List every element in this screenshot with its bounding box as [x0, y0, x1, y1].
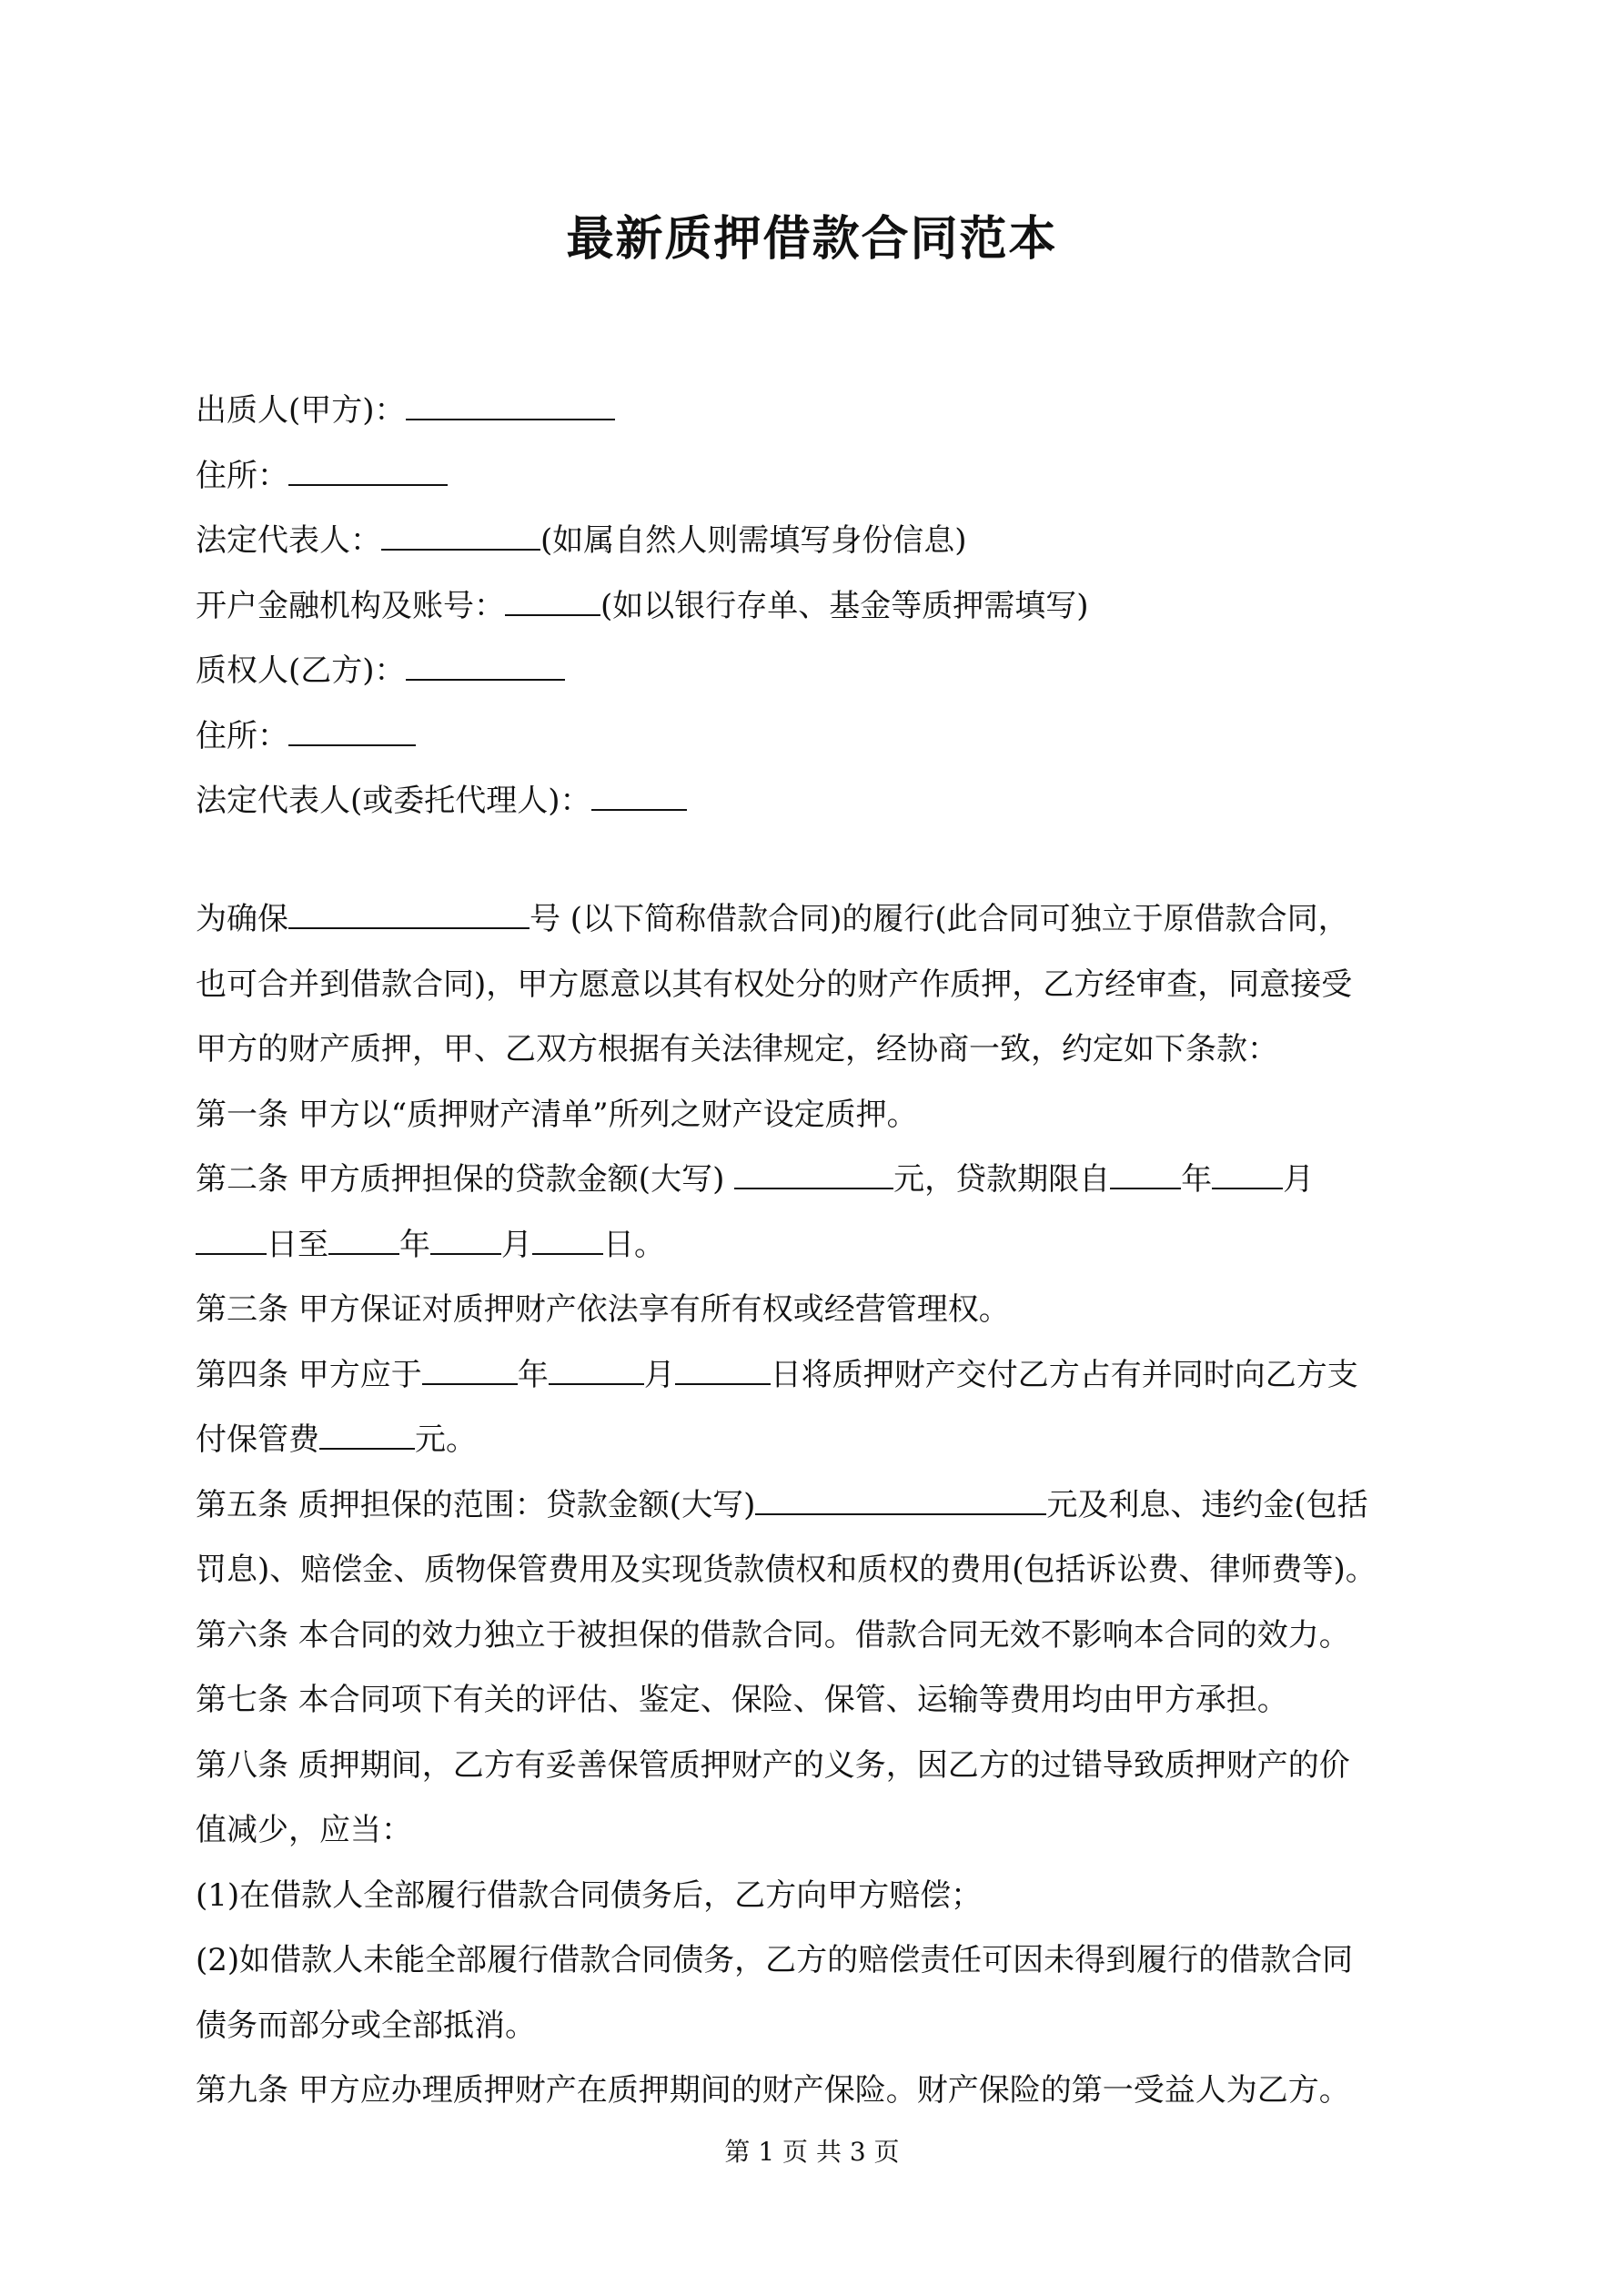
article-4-text: 第四条 甲方应于: [196, 1356, 422, 1393]
article-2-text: 元，贷款期限自: [893, 1161, 1111, 1198]
article-8-item-1: (1)在借款人全部履行借款合同债务后，乙方向甲方赔偿；: [196, 1876, 983, 1914]
pledgor-rep-label: 法定代表人：: [196, 522, 381, 559]
delivery-month-blank: [549, 1350, 644, 1385]
article-5-text: 元及利息、违约金(包括: [1046, 1486, 1368, 1523]
intro-line-2: 也可合并到借款合同)，甲方愿意以其有权处分的财产作质押，乙方经审查，同意接受: [196, 966, 1353, 1003]
contract-number-blank: [288, 895, 530, 929]
year-label: 年: [1181, 1161, 1213, 1198]
pledgee-address-blank: [288, 712, 416, 746]
pledgee-line: [196, 639, 1451, 704]
article-6: 第六条 本合同的效力独立于被担保的借款合同。借款合同无效不影响本合同的效力。: [196, 1616, 1350, 1654]
article-2-text: 日。: [603, 1226, 665, 1263]
pledgor-bank-label: 开户金融机构及账号：: [196, 587, 505, 624]
article-2-text: 第二条 甲方质押担保的贷款金额(大写): [196, 1161, 735, 1198]
article-4-text: 元。: [415, 1421, 477, 1458]
start-month-blank: [1212, 1155, 1283, 1189]
delivery-year-blank: [422, 1350, 518, 1385]
month-label: 月: [643, 1356, 675, 1393]
end-day-blank: [532, 1220, 603, 1255]
end-year-blank: [328, 1220, 399, 1255]
pledgor-name-blank: [406, 386, 615, 420]
pledgor-rep-line: [196, 509, 1451, 574]
pledgor-label: 出质人(甲方)：: [196, 392, 406, 429]
pledgee-rep-label: 法定代表人(或委托代理人)：: [196, 783, 591, 819]
storage-fee-blank: [319, 1415, 415, 1450]
article-2-line-2: [196, 1213, 1451, 1279]
loan-amount-blank: [734, 1155, 893, 1189]
month-label: 月: [501, 1226, 532, 1263]
article-4-text: 日将质押财产交付乙方占有并同时向乙方支: [770, 1356, 1358, 1393]
pledgor-address-label: 住所：: [196, 457, 288, 494]
guarantee-amount-blank: [755, 1481, 1046, 1515]
article-4-line-1: [196, 1343, 1451, 1409]
article-8-line-1: 第八条 质押期间，乙方有妥善保管质押财产的义务，因乙方的过错导致质押财产的价: [196, 1746, 1350, 1784]
article-7: 第七条 本合同项下有关的评估、鉴定、保险、保管、运输等费用均由甲方承担。: [196, 1682, 1288, 1718]
document-title: 最新质押借款合同范本: [566, 211, 1058, 267]
parties-section: [196, 379, 1451, 834]
pledgor-rep-blank: [381, 516, 540, 551]
article-2-text: 日至: [267, 1226, 328, 1263]
article-3: 第三条 甲方保证对质押财产依法享有所有权或经营管理权。: [196, 1291, 1010, 1328]
end-month-blank: [430, 1220, 501, 1255]
pledgee-name-blank: [406, 646, 565, 681]
article-8-item-2-line-2: 债务而部分或全部抵消。: [196, 2007, 536, 2044]
article-8-item-2-line-1: (2)如借款人未能全部履行借款合同债务，乙方的赔偿责任可因未得到履行的借款合同: [196, 1942, 1354, 1978]
pledgor-bank-note: (如以银行存单、基金等质押需填写): [600, 587, 1089, 624]
article-5-line-1: [196, 1473, 1451, 1539]
pledgor-line: [196, 379, 1451, 444]
pledgor-address-blank: [288, 451, 448, 486]
pledgor-bank-blank: [505, 582, 600, 616]
delivery-day-blank: [675, 1350, 771, 1385]
year-label: 年: [517, 1356, 549, 1393]
contract-body: [196, 887, 1451, 2124]
article-9: 第九条 甲方应办理质押财产在质押期间的财产保险。财产保险的第一受益人为乙方。: [196, 2072, 1350, 2109]
intro-line-1: [196, 887, 1451, 953]
article-5-line-2: 罚息)、赔偿金、质物保管费用及实现货款债权和质权的费用(包括诉讼费、律师费等)。: [196, 1552, 1377, 1588]
pledgee-address-label: 住所：: [196, 717, 288, 754]
article-4-text: 付保管费: [196, 1421, 319, 1458]
article-8-line-2: 值减少，应当：: [196, 1812, 412, 1848]
pledgor-bank-line: [196, 574, 1451, 640]
article-5-text: 第五条 质押担保的范围：贷款金额(大写): [196, 1486, 756, 1523]
intro-text: 号 (以下简称借款合同)的履行(此合同可独立于原借款合同，: [530, 901, 1349, 937]
month-label: 月: [1283, 1161, 1315, 1198]
article-1: 第一条 甲方以“质押财产清单”所列之财产设定质押。: [196, 1096, 918, 1133]
pledgee-rep-line: [196, 769, 1451, 834]
pledgee-address-line: [196, 704, 1451, 770]
year-label: 年: [399, 1226, 430, 1263]
pledgee-label: 质权人(乙方)：: [196, 652, 406, 689]
article-4-line-2: [196, 1408, 1451, 1473]
pledgor-address-line: [196, 444, 1451, 510]
start-day-blank: [196, 1220, 267, 1255]
article-2-line-1: [196, 1148, 1451, 1213]
pledgor-rep-note: (如属自然人则需填写身份信息): [540, 522, 967, 559]
page-number: 第 1 页 共 3 页: [724, 2137, 900, 2167]
start-year-blank: [1110, 1155, 1181, 1189]
intro-text: 为确保: [196, 901, 288, 937]
pledgee-rep-blank: [591, 776, 687, 811]
intro-line-3: 甲方的财产质押，甲、乙双方根据有关法律规定，经协商一致，约定如下条款：: [196, 1031, 1278, 1067]
